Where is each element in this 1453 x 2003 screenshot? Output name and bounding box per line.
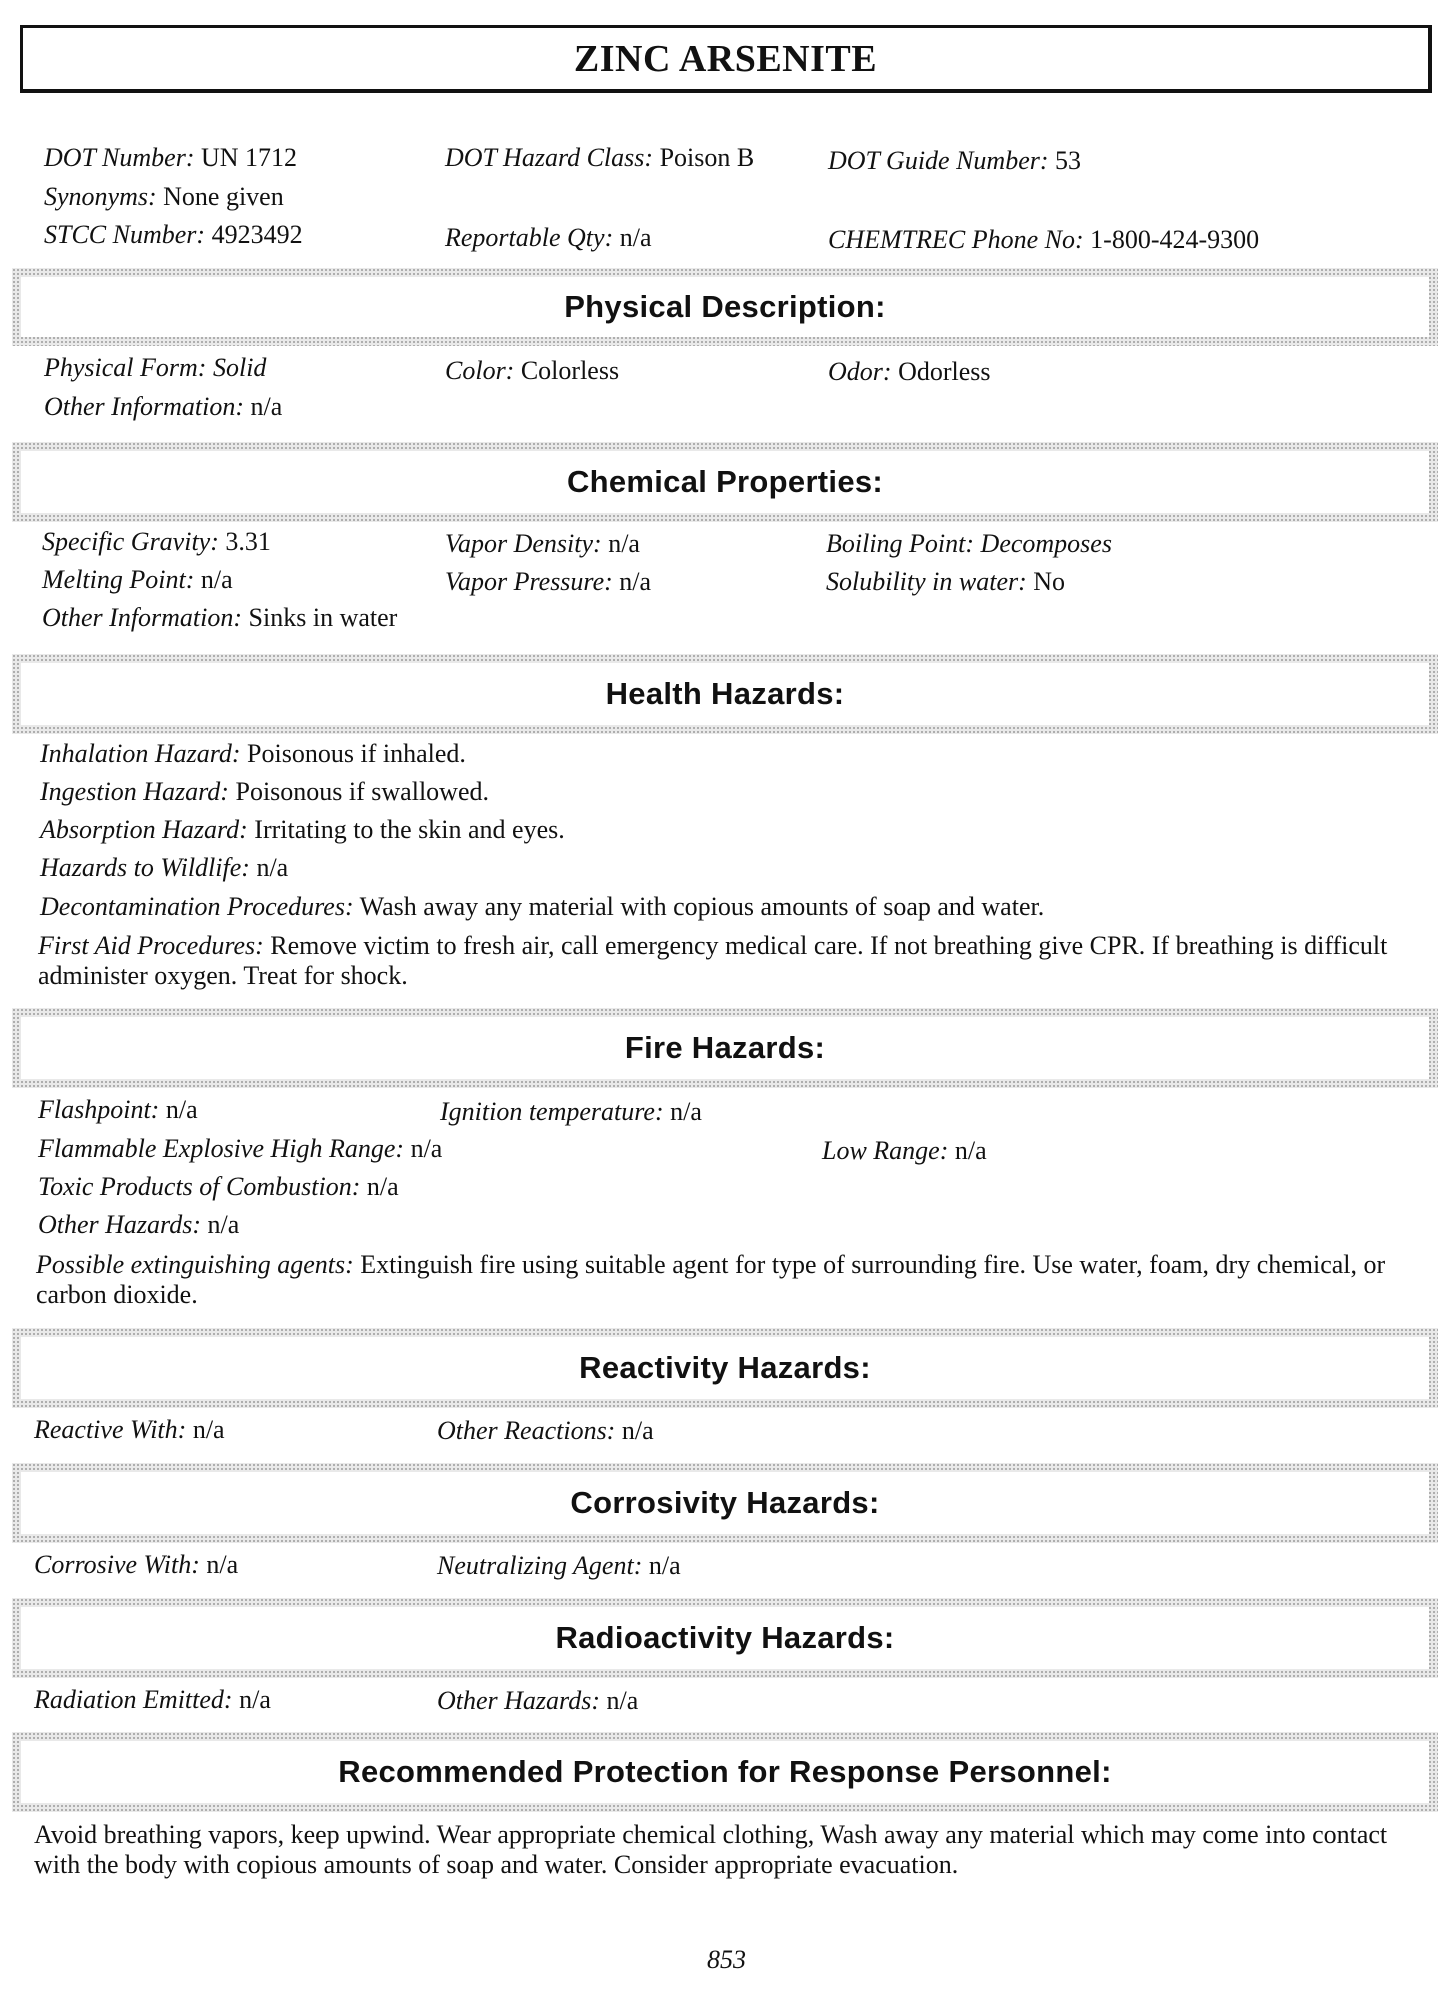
inhalation-label: Inhalation Hazard:	[40, 739, 241, 768]
extinguishing-value: Extinguish fire using suitable agent for type of surrounding fire. Use water, foam, dry chemical, or carbon dioxide.	[36, 1250, 1386, 1309]
radiation-field	[34, 1685, 271, 1715]
reactive-with-value: n/a	[192, 1415, 225, 1444]
absorption-value: Irritating to the skin and eyes.	[254, 815, 565, 844]
odor-label: Odor:	[828, 357, 892, 386]
hazard-class-field	[445, 143, 754, 173]
corrosive-with-field	[34, 1550, 238, 1580]
reactivity-hazards-heading: Reactivity Hazards:	[579, 1350, 871, 1385]
fire-other-hazards-field	[38, 1210, 239, 1240]
radioactivity-hazards-heading: Radioactivity Hazards:	[555, 1620, 895, 1655]
dot-number-field	[44, 143, 297, 173]
wildlife-field	[40, 853, 288, 883]
corrosive-with-value: n/a	[206, 1550, 239, 1579]
title-box	[20, 25, 1432, 93]
neutralizing-field	[437, 1551, 681, 1581]
dot-number-label: DOT Number:	[44, 143, 195, 172]
flashpoint-value: n/a	[165, 1095, 198, 1124]
extinguishing-field	[36, 1250, 1428, 1310]
hazard-class-label: DOT Hazard Class:	[445, 143, 654, 172]
physical-other-label: Other Information:	[44, 392, 245, 421]
melting-point-value: n/a	[200, 565, 233, 594]
color-label: Color:	[445, 356, 515, 385]
physical-other-field	[44, 392, 282, 422]
boiling-point-field	[826, 529, 1112, 559]
reactive-with-field	[34, 1415, 225, 1445]
stcc-number-label: STCC Number:	[44, 220, 206, 249]
physical-form-label: Physical Form:	[44, 353, 207, 382]
melting-point-label: Melting Point:	[42, 565, 195, 594]
health-hazards-heading: Health Hazards:	[605, 676, 845, 711]
extinguishing-label: Possible extinguishing agents:	[36, 1250, 354, 1279]
chemtrec-field	[828, 225, 1259, 255]
specific-gravity-value: 3.31	[225, 527, 271, 556]
ingestion-label: Ingestion Hazard:	[40, 777, 229, 806]
decontamination-field	[40, 892, 1044, 922]
radio-other-hazards-value: n/a	[606, 1686, 639, 1715]
stcc-number-field	[44, 220, 303, 250]
radio-other-hazards-label: Other Hazards:	[437, 1686, 600, 1715]
guide-number-value: 53	[1055, 146, 1082, 175]
synonyms-field	[44, 182, 284, 212]
synonyms-value: None given	[163, 182, 284, 211]
other-reactions-field	[437, 1416, 654, 1446]
neutralizing-label: Neutralizing Agent:	[437, 1551, 643, 1580]
solubility-field	[826, 567, 1065, 597]
reactive-with-label: Reactive With:	[34, 1415, 187, 1444]
guide-number-label: DOT Guide Number:	[828, 146, 1049, 175]
absorption-field	[40, 815, 565, 845]
chemical-other-label: Other Information:	[42, 603, 243, 632]
flashpoint-field	[38, 1095, 198, 1125]
synonyms-label: Synonyms:	[44, 182, 157, 211]
physical-form-field	[44, 353, 266, 383]
other-reactions-value: n/a	[621, 1416, 654, 1445]
ignition-value: n/a	[670, 1097, 702, 1126]
radiation-label: Radiation Emitted:	[34, 1685, 233, 1714]
low-range-value: n/a	[954, 1136, 987, 1165]
solubility-label: Solubility in water:	[826, 567, 1027, 596]
decontamination-value: Wash away any material with copious amounts of soap and water.	[359, 892, 1045, 921]
boiling-point-label: Boiling Point:	[826, 529, 975, 558]
reportable-qty-field	[445, 223, 652, 253]
flashpoint-label: Flashpoint:	[38, 1095, 160, 1124]
radioactivity-hazards-band	[12, 1598, 1438, 1678]
ignition-label: Ignition temperature:	[440, 1097, 664, 1126]
protection-heading: Recommended Protection for Response Personnel:	[338, 1754, 1112, 1789]
vapor-density-label: Vapor Density:	[445, 529, 602, 558]
radio-other-hazards-field	[437, 1686, 638, 1716]
page-title: ZINC ARSENITE	[573, 37, 878, 80]
vapor-pressure-label: Vapor Pressure:	[445, 567, 613, 596]
other-reactions-label: Other Reactions:	[437, 1416, 616, 1445]
fire-hazards-band	[12, 1008, 1438, 1088]
vapor-pressure-field	[445, 567, 651, 597]
absorption-label: Absorption Hazard:	[40, 815, 248, 844]
fire-other-hazards-value: n/a	[207, 1210, 240, 1239]
physical-other-value: n/a	[250, 392, 283, 421]
protection-text: Avoid breathing vapors, keep upwind. Wear appropriate chemical clothing, Wash away any material which may come into contact with the body with copious amounts of soap and water. Consider appropriate evacuation.	[34, 1820, 1388, 1879]
chemtrec-label: CHEMTREC Phone No:	[828, 225, 1084, 254]
corrosivity-hazards-band	[12, 1463, 1438, 1543]
decontamination-label: Decontamination Procedures:	[40, 892, 354, 921]
chemical-other-field	[42, 603, 397, 633]
color-field	[445, 356, 619, 386]
corrosivity-hazards-heading: Corrosivity Hazards:	[570, 1485, 880, 1520]
odor-field	[828, 357, 991, 387]
health-hazards-band	[12, 654, 1438, 734]
toxic-products-label: Toxic Products of Combustion:	[38, 1172, 361, 1201]
reportable-qty-label: Reportable Qty:	[445, 223, 614, 252]
corrosive-with-label: Corrosive With:	[34, 1550, 200, 1579]
high-range-label: Flammable Explosive High Range:	[38, 1134, 405, 1163]
solubility-value: No	[1033, 567, 1066, 596]
physical-description-heading: Physical Description:	[564, 289, 886, 324]
ingestion-value: Poisonous if swallowed.	[235, 777, 489, 806]
chemical-other-value: Sinks in water	[248, 603, 398, 632]
color-value: Colorless	[520, 356, 620, 385]
physical-form-value: Solid	[212, 353, 267, 382]
wildlife-value: n/a	[256, 853, 289, 882]
dot-number-value: UN 1712	[200, 143, 298, 172]
toxic-products-field	[38, 1172, 399, 1202]
low-range-field	[822, 1136, 987, 1166]
odor-value: Odorless	[898, 357, 991, 386]
physical-description-band	[12, 268, 1438, 346]
stcc-number-value: 4923492	[211, 220, 303, 249]
protection-band	[12, 1732, 1438, 1812]
fire-other-hazards-label: Other Hazards:	[38, 1210, 201, 1239]
ingestion-field	[40, 777, 489, 807]
reportable-qty-value: n/a	[619, 223, 652, 252]
reactivity-hazards-band	[12, 1328, 1438, 1408]
first-aid-field	[38, 931, 1430, 991]
chemtrec-value: 1-800-424-9300	[1090, 225, 1260, 254]
hazard-class-value: Poison B	[659, 143, 755, 172]
fire-hazards-heading: Fire Hazards:	[624, 1030, 826, 1065]
chemical-properties-heading: Chemical Properties:	[566, 464, 884, 499]
specific-gravity-label: Specific Gravity:	[42, 527, 219, 556]
page-number: 853	[707, 1945, 746, 1974]
chemical-properties-band	[12, 442, 1438, 522]
boiling-point-value: Decomposes	[980, 529, 1112, 558]
inhalation-value: Poisonous if inhaled.	[247, 739, 466, 768]
guide-number-field	[828, 146, 1081, 176]
vapor-pressure-value: n/a	[619, 567, 652, 596]
wildlife-label: Hazards to Wildlife:	[40, 853, 250, 882]
toxic-products-value: n/a	[366, 1172, 399, 1201]
specific-gravity-field	[42, 527, 271, 557]
high-range-value: n/a	[410, 1134, 443, 1163]
first-aid-label: First Aid Procedures:	[38, 931, 264, 960]
radiation-value: n/a	[239, 1685, 271, 1714]
first-aid-value: Remove victim to fresh air, call emergency medical care. If not breathing give CPR. If breathing is difficult administer oxygen. Treat for shock.	[38, 931, 1388, 990]
melting-point-field	[42, 565, 233, 595]
ignition-field	[440, 1097, 702, 1127]
vapor-density-value: n/a	[608, 529, 640, 558]
neutralizing-value: n/a	[648, 1551, 681, 1580]
low-range-label: Low Range:	[822, 1136, 949, 1165]
inhalation-field	[40, 739, 466, 769]
vapor-density-field	[445, 529, 640, 559]
high-range-field	[38, 1134, 442, 1164]
